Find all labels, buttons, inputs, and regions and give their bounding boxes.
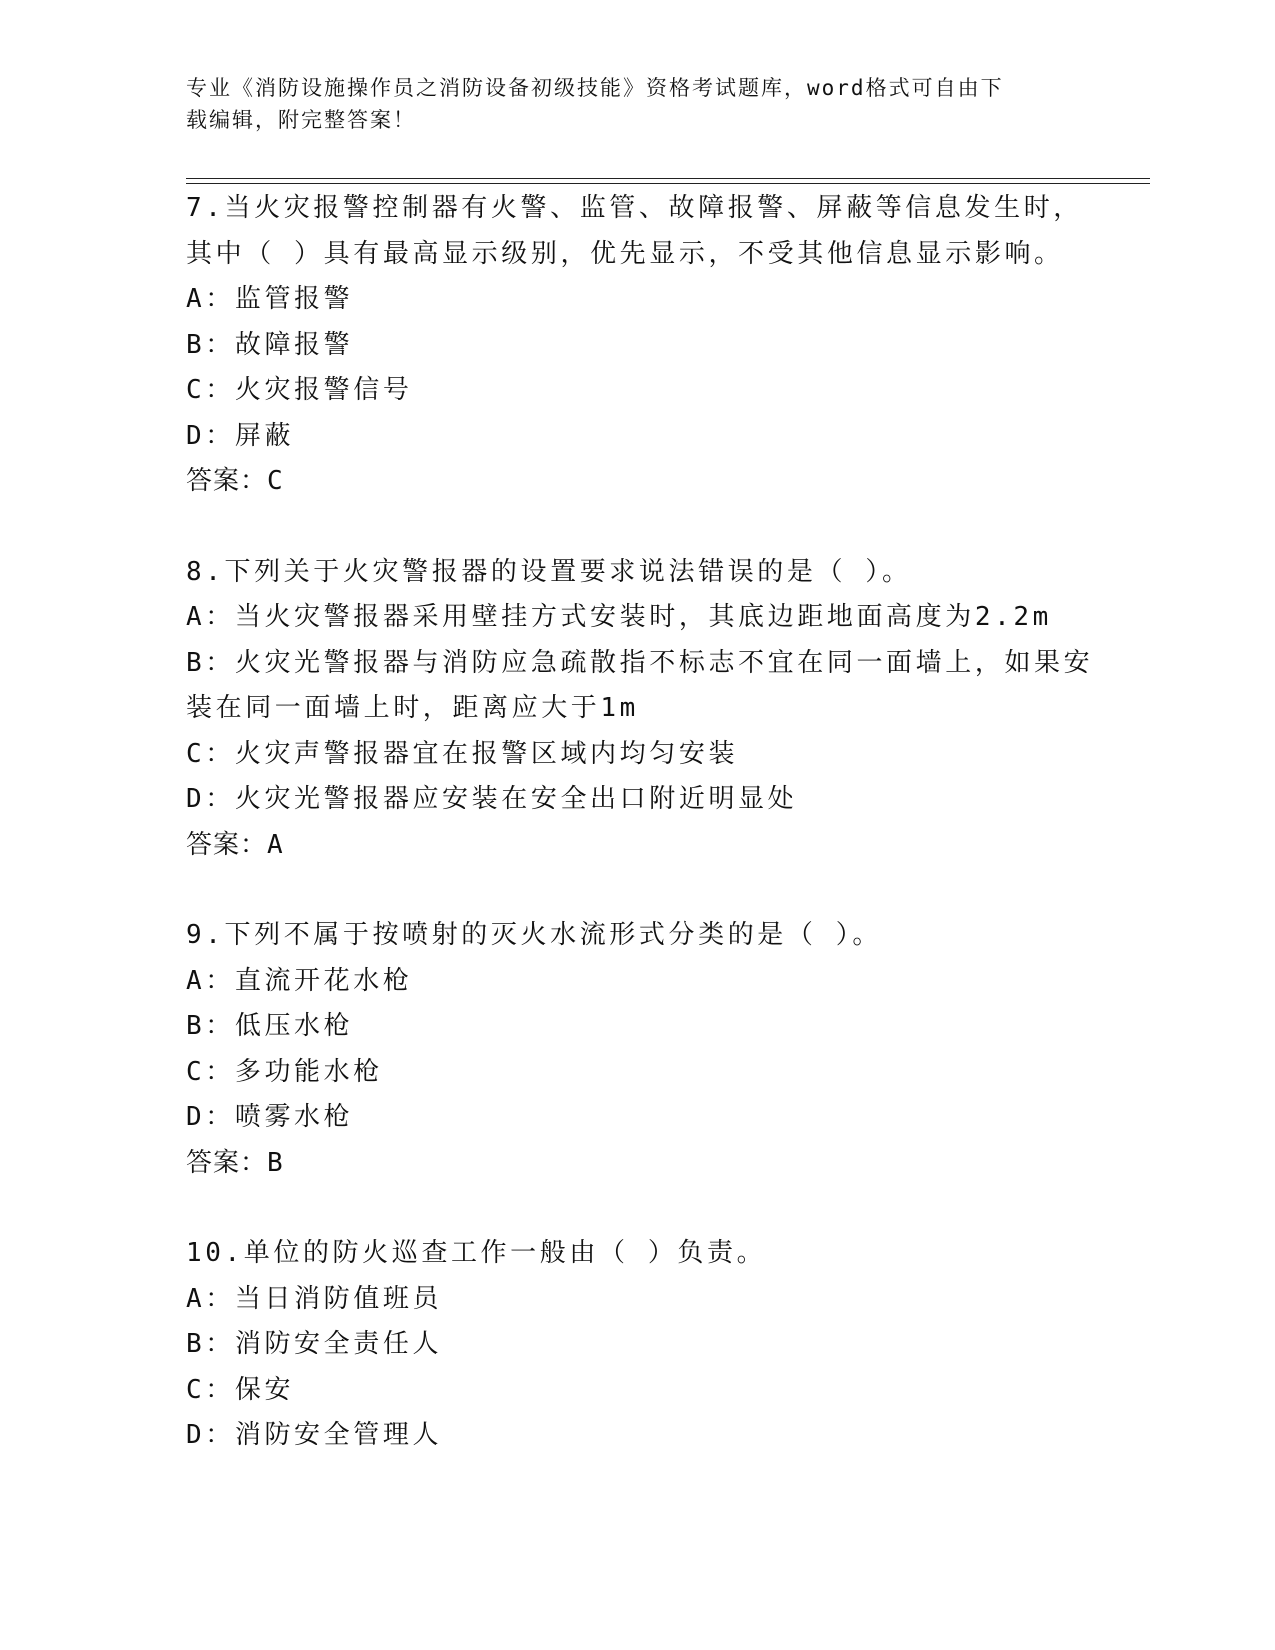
question-spacer <box>186 505 1146 550</box>
option-line: B：消防安全责任人 <box>186 1329 443 1359</box>
option-line: D：消防安全管理人 <box>186 1420 443 1450</box>
question-block <box>186 186 1146 505</box>
answer-line: 答案：B <box>186 1147 284 1178</box>
question-stem-line: 9.下列不属于按喷射的灭火水流形式分类的是（ ）。 <box>186 920 882 950</box>
question-spacer <box>186 868 1146 913</box>
question-block <box>186 913 1146 1186</box>
option-line: C：多功能水枪 <box>186 1056 383 1087</box>
header-line-2: 载编辑，附完整答案！ <box>186 108 416 132</box>
question-spacer <box>186 1186 1146 1231</box>
option-line: B：火灾光警报器与消防应急疏散指不标志不宜在同一面墙上，如果安 <box>186 647 1094 678</box>
question-block <box>186 1231 1146 1459</box>
question-stem-line: 10.单位的防火巡查工作一般由（ ）负责。 <box>186 1238 767 1268</box>
document-header <box>186 72 1066 136</box>
option-line: A：当火灾警报器采用壁挂方式安装时，其底边距地面高度为2.2m <box>186 602 1052 632</box>
option-line: A：当日消防值班员 <box>186 1283 443 1314</box>
option-line: C：火灾声警报器宜在报警区域内均匀安装 <box>186 738 739 769</box>
question-list <box>186 186 1146 1459</box>
option-line: C：保安 <box>186 1374 295 1405</box>
header-line-1: 专业《消防设施操作员之消防设备初级技能》资格考试题库，word格式可自由下 <box>186 76 1004 100</box>
question-block <box>186 550 1146 869</box>
option-line: B：故障报警 <box>186 329 354 360</box>
option-line: A：监管报警 <box>186 284 354 314</box>
option-line: D：喷雾水枪 <box>186 1102 354 1132</box>
option-line: D：火灾光警报器应安装在安全出口附近明显处 <box>186 784 798 814</box>
header-divider-thick <box>186 178 1150 179</box>
option-line: D：屏蔽 <box>186 420 295 451</box>
answer-line: 答案：C <box>186 466 284 496</box>
question-stem-line: 8.下列关于火灾警报器的设置要求说法错误的是（ ）。 <box>186 556 912 587</box>
question-stem-line: 7.当火灾报警控制器有火警、监管、故障报警、屏蔽等信息发生时， <box>186 193 1083 223</box>
option-line: A：直流开花水枪 <box>186 965 413 996</box>
option-line: B：低压水枪 <box>186 1011 354 1041</box>
header-divider-thin <box>186 183 1150 184</box>
option-line: 装在同一面墙上时，距离应大于1m <box>186 693 639 723</box>
option-line: C：火灾报警信号 <box>186 375 413 405</box>
answer-line: 答案：A <box>186 829 284 860</box>
question-stem-line: 其中（ ）具有最高显示级别，优先显示，不受其他信息显示影响。 <box>186 238 1064 269</box>
